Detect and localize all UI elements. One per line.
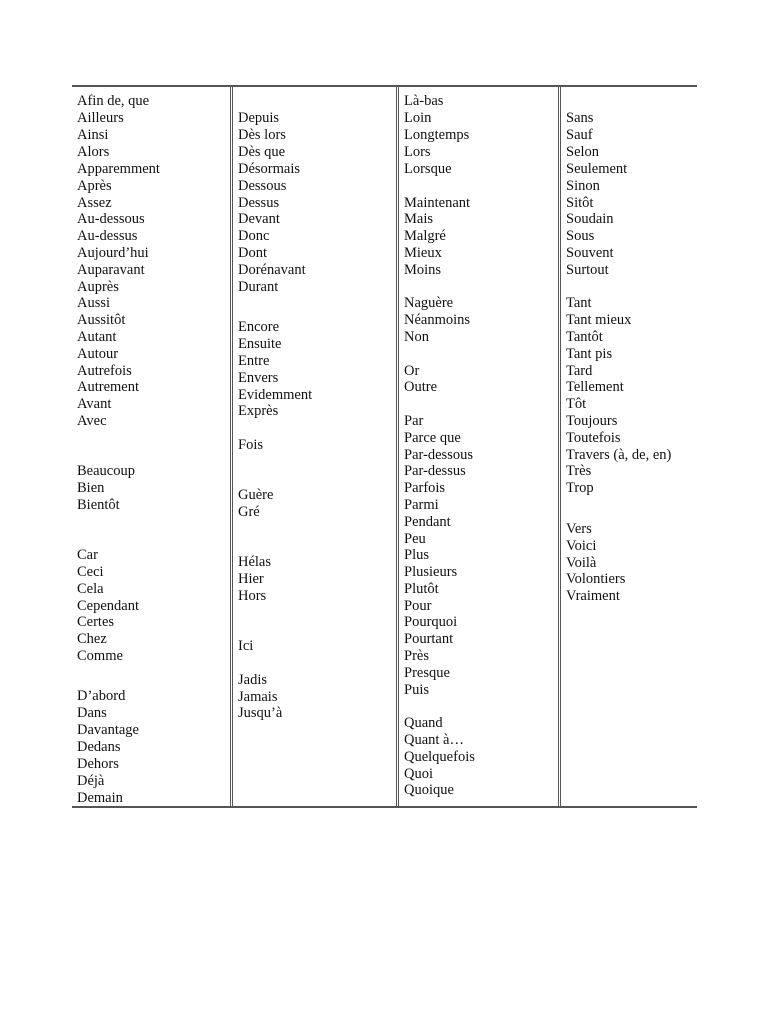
word-entry: Lors bbox=[404, 144, 431, 160]
word-entry: Parmi bbox=[404, 497, 439, 513]
word-entry: Pendant bbox=[404, 514, 451, 530]
word-entry: Non bbox=[404, 329, 429, 345]
word-entry: Dont bbox=[238, 245, 267, 261]
word-entry: Ceci bbox=[77, 564, 104, 580]
word-entry: Parce que bbox=[404, 430, 461, 446]
word-entry: Quand bbox=[404, 715, 443, 731]
word-column-4 bbox=[558, 87, 700, 806]
word-entry: Ensuite bbox=[238, 336, 282, 352]
word-entry: Or bbox=[404, 363, 420, 379]
word-entry: Aujourd’hui bbox=[77, 245, 149, 261]
word-entry: Souvent bbox=[566, 245, 614, 261]
word-entry: Désormais bbox=[238, 161, 301, 177]
word-entry: Vraiment bbox=[566, 588, 620, 604]
word-entry: Aussi bbox=[77, 295, 111, 311]
word-entry: Par bbox=[404, 413, 424, 429]
word-entry: Trop bbox=[566, 480, 594, 496]
word-entry: Avec bbox=[77, 413, 107, 429]
word-entry: Très bbox=[566, 463, 592, 479]
word-entry: Ici bbox=[238, 638, 254, 654]
word-entry: Dorénavant bbox=[238, 262, 306, 278]
word-entry: Dans bbox=[77, 705, 107, 721]
word-entry: Jamais bbox=[238, 689, 278, 705]
word-entry: Quelquefois bbox=[404, 749, 475, 765]
word-entry: Seulement bbox=[566, 161, 628, 177]
word-entry: Sitôt bbox=[566, 195, 594, 211]
word-entry: Là-bas bbox=[404, 93, 444, 109]
word-entry: Sauf bbox=[566, 127, 593, 143]
word-entry: Toujours bbox=[566, 413, 618, 429]
word-entry: Sinon bbox=[566, 178, 600, 194]
word-column-3 bbox=[396, 87, 561, 806]
word-list-table bbox=[72, 85, 697, 808]
word-entry: Lorsque bbox=[404, 161, 452, 177]
word-entry: Davantage bbox=[77, 722, 139, 738]
word-entry: Quoi bbox=[404, 766, 433, 782]
word-entry: Cependant bbox=[77, 598, 140, 614]
word-entry: Au-dessus bbox=[77, 228, 138, 244]
word-entry: Surtout bbox=[566, 262, 609, 278]
word-entry: Travers (à, de, en) bbox=[566, 447, 672, 463]
word-entry: Cela bbox=[77, 581, 104, 597]
word-entry: Mieux bbox=[404, 245, 442, 261]
word-entry: Moins bbox=[404, 262, 442, 278]
word-entry: Alors bbox=[77, 144, 110, 160]
word-entry: Autant bbox=[77, 329, 117, 345]
word-entry: Encore bbox=[238, 319, 280, 335]
word-entry: Devant bbox=[238, 211, 280, 227]
word-entry: Hélas bbox=[238, 554, 272, 570]
word-entry: Quoique bbox=[404, 782, 454, 798]
word-entry: Par-dessus bbox=[404, 463, 466, 479]
word-entry: Quant à… bbox=[404, 732, 464, 748]
word-entry: Ainsi bbox=[77, 127, 109, 143]
word-entry: Gré bbox=[238, 504, 260, 520]
word-entry: Certes bbox=[77, 614, 115, 630]
word-entry: Tôt bbox=[566, 396, 587, 412]
word-entry: Peu bbox=[404, 531, 426, 547]
word-entry: Sans bbox=[566, 110, 594, 126]
word-entry: Assez bbox=[77, 195, 112, 211]
word-column-2 bbox=[230, 87, 399, 806]
word-entry: Auprès bbox=[77, 279, 119, 295]
word-entry: Jusqu’à bbox=[238, 705, 283, 721]
word-entry: Loin bbox=[404, 110, 432, 126]
word-entry: Tant mieux bbox=[566, 312, 632, 328]
word-entry: Depuis bbox=[238, 110, 280, 126]
word-entry: Afin de, que bbox=[77, 93, 150, 109]
word-entry: Ailleurs bbox=[77, 110, 124, 126]
word-entry: Durant bbox=[238, 279, 279, 295]
word-entry: Au-dessous bbox=[77, 211, 145, 227]
word-entry: Près bbox=[404, 648, 429, 664]
word-entry: Tantôt bbox=[566, 329, 603, 345]
word-entry: Néanmoins bbox=[404, 312, 471, 328]
word-entry: Entre bbox=[238, 353, 270, 369]
word-entry: Plusieurs bbox=[404, 564, 458, 580]
word-entry: Exprès bbox=[238, 403, 279, 419]
word-entry: Parfois bbox=[404, 480, 446, 496]
word-entry: Tant bbox=[566, 295, 592, 311]
word-column-1 bbox=[72, 87, 230, 806]
word-entry: Chez bbox=[77, 631, 107, 647]
word-entry: Plus bbox=[404, 547, 429, 563]
word-entry: Par-dessous bbox=[404, 447, 473, 463]
word-entry: Guère bbox=[238, 487, 274, 503]
word-entry: Jadis bbox=[238, 672, 267, 688]
word-entry: Hors bbox=[238, 588, 267, 604]
word-entry: Après bbox=[77, 178, 112, 194]
word-entry: Presque bbox=[404, 665, 450, 681]
word-entry: Voilà bbox=[566, 555, 597, 571]
word-entry: D’abord bbox=[77, 688, 126, 704]
word-entry: Envers bbox=[238, 370, 279, 386]
word-entry: Pourtant bbox=[404, 631, 454, 647]
word-entry: Comme bbox=[77, 648, 123, 664]
word-entry: Naguère bbox=[404, 295, 454, 311]
word-entry: Autour bbox=[77, 346, 119, 362]
word-entry: Soudain bbox=[566, 211, 614, 227]
word-entry: Outre bbox=[404, 379, 438, 395]
word-entry: Evidemment bbox=[238, 387, 313, 403]
word-entry: Sous bbox=[566, 228, 595, 244]
word-entry: Vers bbox=[566, 521, 592, 537]
word-entry: Pour bbox=[404, 598, 432, 614]
word-entry: Hier bbox=[238, 571, 264, 587]
word-entry: Toutefois bbox=[566, 430, 621, 446]
word-entry: Plutôt bbox=[404, 581, 439, 597]
word-entry: Donc bbox=[238, 228, 270, 244]
word-entry: Dedans bbox=[77, 739, 121, 755]
word-entry: Déjà bbox=[77, 773, 105, 789]
word-entry: Mais bbox=[404, 211, 433, 227]
word-entry: Aussitôt bbox=[77, 312, 126, 328]
word-entry: Dès lors bbox=[238, 127, 286, 143]
word-entry: Beaucoup bbox=[77, 463, 135, 479]
word-entry: Voici bbox=[566, 538, 597, 554]
word-entry: Selon bbox=[566, 144, 600, 160]
word-entry: Bien bbox=[77, 480, 105, 496]
word-entry: Puis bbox=[404, 682, 429, 698]
word-entry: Volontiers bbox=[566, 571, 626, 587]
word-entry: Autrement bbox=[77, 379, 140, 395]
word-entry: Pourquoi bbox=[404, 614, 458, 630]
word-entry: Autrefois bbox=[77, 363, 132, 379]
word-entry: Tant pis bbox=[566, 346, 613, 362]
word-entry: Tellement bbox=[566, 379, 624, 395]
word-entry: Tard bbox=[566, 363, 593, 379]
word-entry: Malgré bbox=[404, 228, 446, 244]
word-entry: Longtemps bbox=[404, 127, 470, 143]
word-entry: Dessous bbox=[238, 178, 287, 194]
word-entry: Maintenant bbox=[404, 195, 471, 211]
word-entry: Dès que bbox=[238, 144, 286, 160]
word-entry: Car bbox=[77, 547, 98, 563]
word-entry: Bientôt bbox=[77, 497, 120, 513]
word-entry: Demain bbox=[77, 790, 123, 806]
word-entry: Avant bbox=[77, 396, 112, 412]
word-entry: Fois bbox=[238, 437, 263, 453]
word-entry: Auparavant bbox=[77, 262, 145, 278]
word-entry: Dehors bbox=[77, 756, 119, 772]
word-entry: Dessus bbox=[238, 195, 280, 211]
word-entry: Apparemment bbox=[77, 161, 160, 177]
